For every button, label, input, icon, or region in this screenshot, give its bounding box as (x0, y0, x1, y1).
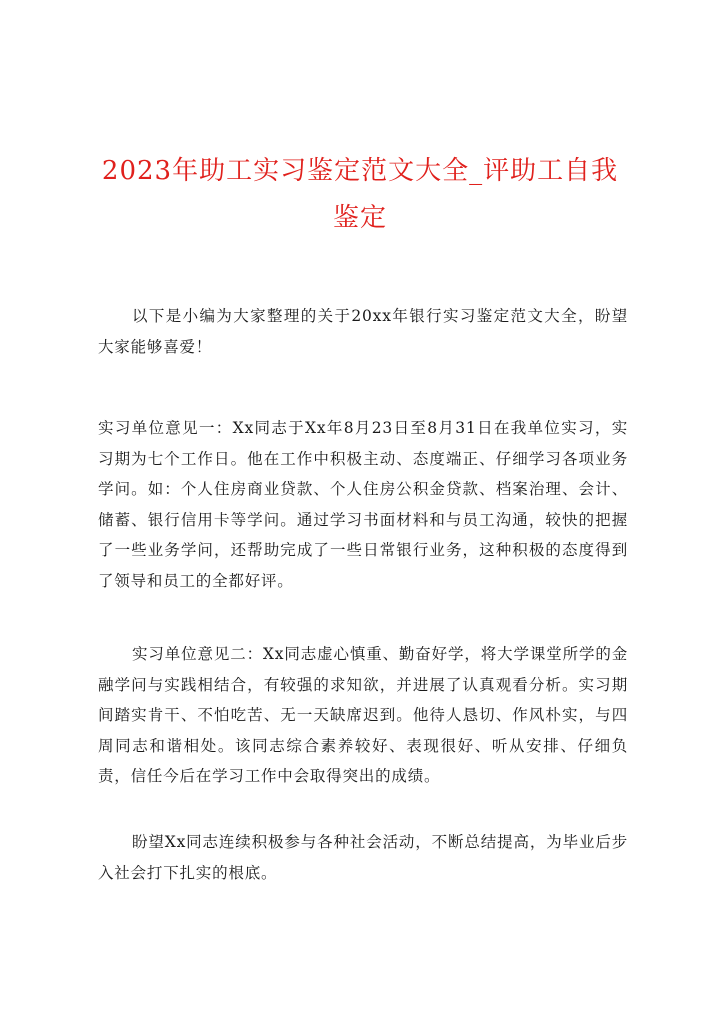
internship-opinion-one-paragraph: 实习单位意见一：Xx同志于Xx年8月23日至8月31日在我单位实习，实习期为七个工作日。他在工作中积极主动、态度端正、仔细学习各项业务学问。如：个人住房商业贷款、个人住房公积金贷款、档案治理、会计、储蓄、银行信用卡等学问。通过学习书面材料和与员工沟通，较快的把握了一些业务学问，还帮助完成了一些日常银行业务，这种积极的态度得到了领导和员工的全都好评。 (98, 419, 628, 590)
document-title: 2023年助工实习鉴定范文大全_评助工自我鉴定 (101, 156, 619, 233)
intro-paragraph: 以下是小编为大家整理的关于20xx年银行实习鉴定范文大全，盼望大家能够喜爱！ (98, 307, 628, 356)
closing-hope-paragraph: 盼望Xx同志连续积极参与各种社会活动，不断总结提高，为毕业后步入社会打下扎实的根底。 (98, 833, 628, 882)
internship-opinion-two-paragraph: 实习单位意见二：Xx同志虚心慎重、勤奋好学，将大学课堂所学的金融学问与实践相结合，有较强的求知欲，并进展了认真观看分析。实习期间踏实肯干、不怕吃苦、无一天缺席迟到。他待人恳切、作风朴实，与四周同志和谐相处。该同志综合素养较好、表现很好、听从安排、仔细负责，信任今后在学习工作中会取得突出的成绩。 (98, 645, 628, 785)
